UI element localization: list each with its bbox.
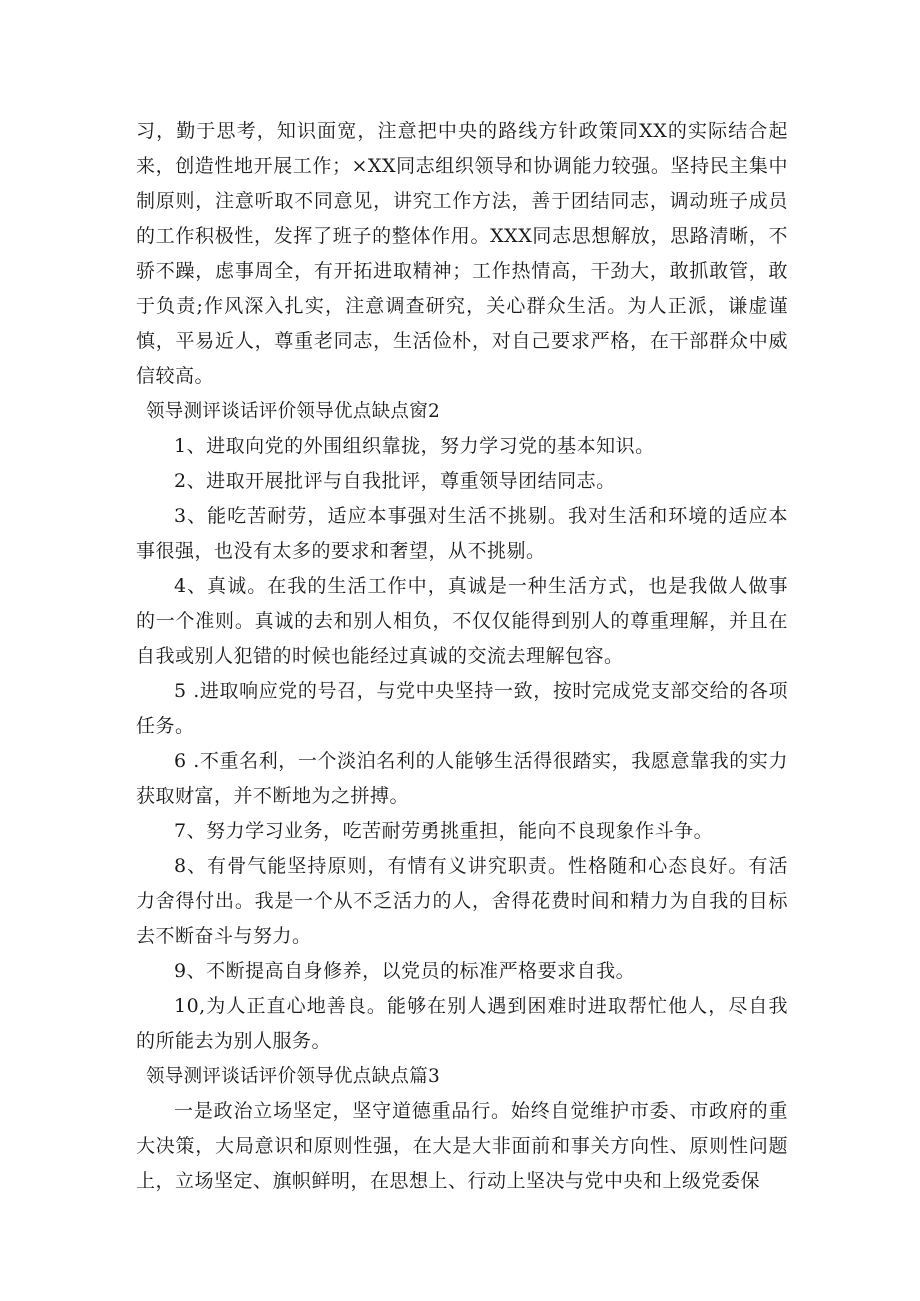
paragraph-1: 习，勤于思考，知识面宽，注意把中央的路线方针政策同XX的实际结合起来，创造性地开展工作；×XX同志组织领导和协调能力较强。坚持民主集中制原则，注意听取不同意见，讲究工作方法，善于团结同志，调动班子成员的工作积极性，发挥了班子的整体作用。XXX同志思想解放，思路清晰，不骄不躁，虑事周全，有开拓进取精神；工作热情高，干劲大，敢抓敢管，敢于负责;作风深入扎实，注意调查研究，关心群众生活。为人正派，谦虚谨慎，平易近人，尊重老同志，生活俭朴，对自己要求严格，在干部群众中威信较高。 — [136, 120, 788, 387]
list-item-6: 6 .不重名利，一个淡泊名利的人能够生活得很踏实，我愿意靠我的实力获取财富，并不断地为之拼搏。 — [136, 750, 788, 807]
paragraph-section-3: 一是政治立场坚定，坚守道德重品行。始终自觉维护市委、市政府的重大决策，大局意识和原则性强，在大是大非面前和事关方向性、原则性问题上，立场坚定、旗帜鲜明，在思想上、行动上坚决与党中央和上级党委保 — [136, 1100, 788, 1192]
list-item-7: 7、努力学习业务，吃苦耐劳勇挑重担，能向不良现象作斗争。 — [174, 820, 714, 842]
list-item-8: 8、有骨气能坚持原则，有情有义讲究职责。性格随和心态良好。有活力舍得付出。我是一个从不乏活力的人，舍得花费时间和精力为自我的目标去不断奋斗与努力。 — [136, 855, 788, 947]
section-heading-3: 领导测评谈话评价领导优点缺点篇3 — [146, 1066, 441, 1087]
list-item-5: 5 .进取响应党的号召，与党中央坚持一致，按时完成党支部交给的各项任务。 — [136, 680, 788, 737]
list-item-1: 1、进取向党的外围组织靠拢，努力学习党的基本知识。 — [174, 435, 655, 457]
list-item-10: 10,为人正直心地善良。能够在别人遇到困难时进取帮忙他人，尽自我的所能去为别人服务。 — [136, 995, 788, 1052]
list-item-9: 9、不断提高自身修养，以党员的标准严格要求自我。 — [174, 960, 636, 982]
list-item-4: 4、真诚。在我的生活工作中，真诚是一种生活方式，也是我做人做事的一个准则。真诚的去和别人相负，不仅仅能得到别人的尊重理解，并且在自我或别人犯错的时候也能经过真诚的交流去理解包容。 — [136, 575, 788, 667]
section-heading-2: 领导测评谈话评价领导优点缺点窗2 — [146, 401, 441, 422]
list-item-3: 3、能吃苦耐劳，适应本事强对生活不挑剔。我对生活和环境的适应本事很强，也没有太多的要求和奢望，从不挑剔。 — [136, 505, 788, 562]
list-item-2: 2、进取开展批评与自我批评，尊重领导团结同志。 — [174, 470, 616, 492]
document-body — [136, 114, 788, 1199]
